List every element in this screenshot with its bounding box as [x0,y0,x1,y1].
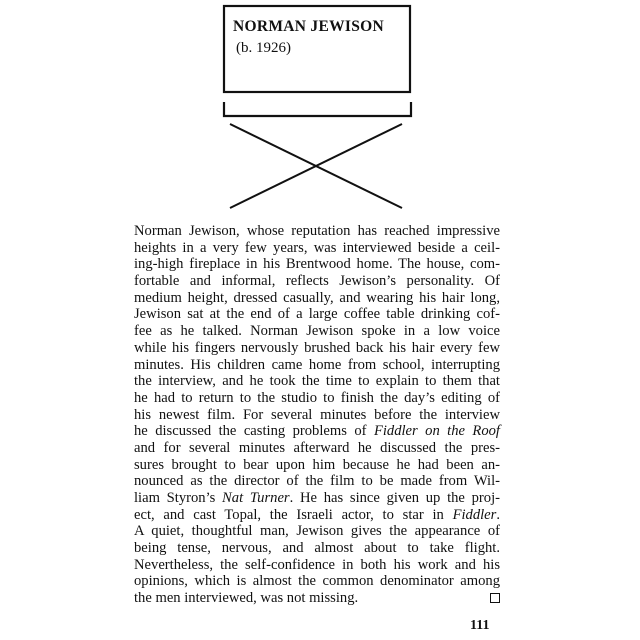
text-line: ing-high fireplace in his Brentwood home. The house, com- [134,256,500,273]
text-line: ect, and cast Topal, the Israeli actor, to star in Fiddler. [134,506,500,523]
text-line: fee as he talked. Norman Jewison spoke in a low voice [134,323,500,340]
text-line: fortable and informal, reflects Jewison’s personality. Of [134,273,500,290]
text-line-last [134,590,500,607]
text-line: his newest film. For several minutes before the interview [134,406,500,423]
text-line: nounced as the director of the film to be made from Wil- [134,473,500,490]
text-line: heights in a very few years, was interviewed beside a ceil- [134,239,500,256]
text-line: Jewison sat at the end of a large coffee table drinking cof- [134,306,500,323]
text-line: A quiet, thoughtful man, Jewison gives the appearance of [134,523,500,540]
work-title: Fiddler [452,506,497,523]
text-line: medium height, dressed casually, and wearing his hair long, [134,289,500,306]
text-line: he discussed the casting problems of Fiddler on the Roof [134,423,500,440]
subject-birth-year: (b. 1926) [236,40,291,56]
text-line: minutes. His children came home from school, interrupting [134,356,500,373]
text-line: Norman Jewison, whose reputation has reached impressive [134,223,500,239]
biography-paragraph [134,223,500,607]
work-title: Nat Turner [222,490,290,506]
text-line: the interview, and he took the time to explain to them that [134,373,500,390]
subject-name: NORMAN JEWISON [233,18,385,35]
text-line: liam Styron’s Nat Turner. He has since given up the proj- [134,490,501,506]
page-number: 111 [470,618,490,633]
text-line: he had to return to the studio to finish the day’s editing of [134,389,500,406]
text-line: sures brought to bear upon him because he had been an- [134,456,500,473]
text-line: opinions, which is almost the common denominator among [134,573,500,590]
text-line: being tense, nervous, and almost about to take flight. [134,540,500,557]
end-of-section-mark [490,593,500,603]
text-line: and for several minutes afterward he discussed the pres- [134,439,500,456]
work-title: Fiddler on the Roof [373,423,500,440]
text-line: the men interviewed, was not missing. [134,590,359,607]
text-line: while his fingers nervously brushed back his hair every few [134,339,500,356]
text-line: Nevertheless, the self-confidence in both his work and his [134,556,500,573]
